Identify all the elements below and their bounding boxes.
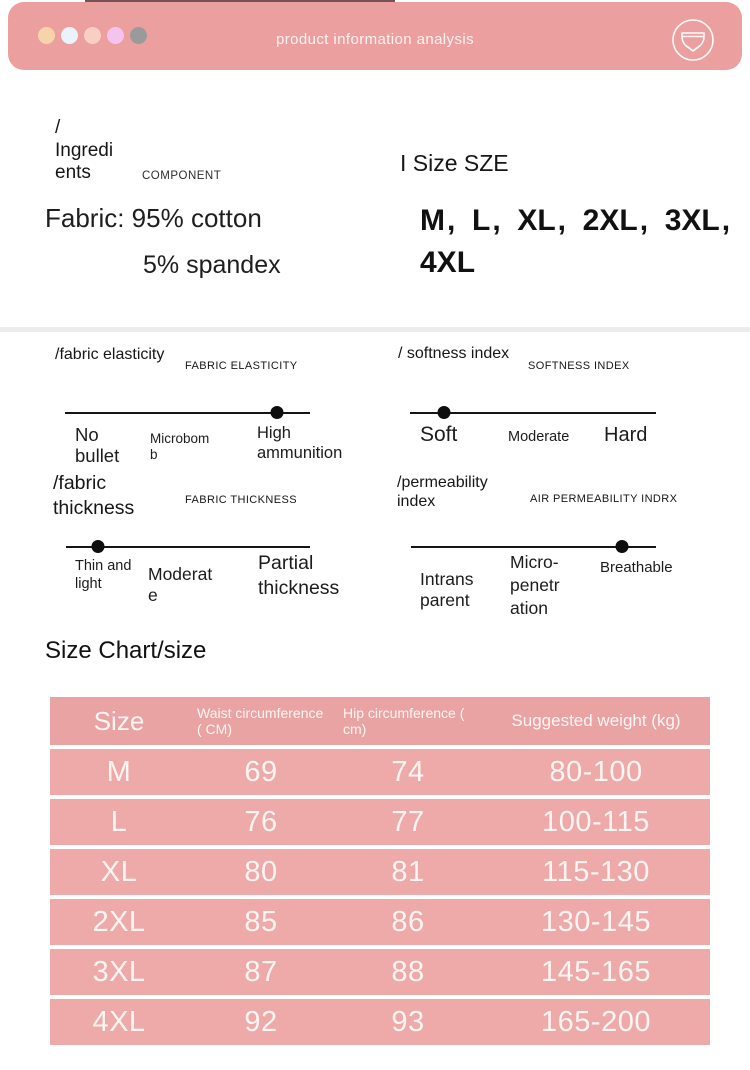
elasticity-label-low: No bullet bbox=[75, 424, 120, 466]
permeability-label-high: Breathable bbox=[600, 559, 673, 576]
cell-hip: 88 bbox=[391, 955, 425, 988]
cell-hip: 74 bbox=[391, 755, 425, 788]
cell-size: 2XL bbox=[92, 905, 146, 938]
section-divider bbox=[0, 327, 750, 332]
permeability-slider bbox=[411, 546, 656, 548]
permeability-label-low: Intransparent bbox=[420, 569, 474, 610]
cell-weight: 145-165 bbox=[541, 955, 651, 988]
cell-hip: 81 bbox=[391, 855, 425, 888]
table-row bbox=[50, 899, 710, 945]
softness-label-low: Soft bbox=[420, 423, 458, 446]
size-chart-title: Size Chart/size bbox=[45, 637, 207, 664]
softness-slider bbox=[410, 412, 656, 414]
cell-weight: 115-130 bbox=[542, 855, 650, 888]
permeability-index-subtitle: AIR PERMEABILITY INDRX bbox=[530, 493, 678, 505]
cell-size: XL bbox=[100, 855, 138, 888]
cell-weight: 165-200 bbox=[541, 1005, 651, 1038]
panties-icon bbox=[670, 17, 716, 63]
cell-waist: 80 bbox=[244, 855, 278, 888]
component-label: COMPONENT bbox=[142, 170, 222, 182]
table-row bbox=[50, 849, 710, 895]
thickness-label-high: Partial thickness bbox=[258, 552, 340, 599]
permeability-index-title: /permeability index bbox=[397, 474, 488, 510]
table-row bbox=[50, 949, 710, 995]
size-section-title: I Size SZE bbox=[400, 150, 509, 176]
cell-hip: 77 bbox=[391, 805, 425, 838]
header-bar bbox=[8, 2, 742, 70]
table-row bbox=[50, 999, 710, 1045]
cell-size: 3XL bbox=[92, 955, 146, 988]
slider-dot bbox=[615, 540, 628, 553]
ingredients-title bbox=[55, 117, 113, 185]
col-header-size: Size bbox=[93, 705, 145, 736]
cell-waist: 85 bbox=[244, 905, 278, 938]
thickness-label-low: Thin and light bbox=[75, 558, 132, 592]
cell-waist: 92 bbox=[244, 1005, 278, 1038]
ingredients-title-line: Ingredi bbox=[55, 139, 114, 161]
elasticity-label-mid: Microbomb bbox=[150, 431, 210, 462]
softness-index-subtitle: SOFTNESS INDEX bbox=[528, 360, 630, 372]
fabric-elasticity-title: /fabric elasticity bbox=[55, 346, 165, 363]
softness-label-mid: Moderate bbox=[508, 429, 570, 445]
size-chart-table bbox=[50, 697, 710, 1045]
cell-hip: 93 bbox=[391, 1005, 425, 1038]
slider-dot bbox=[270, 406, 283, 419]
available-sizes: M, L, XL, 2XL, 3XL,4XL bbox=[420, 204, 731, 279]
softness-label-high: Hard bbox=[604, 424, 648, 446]
cell-waist: 69 bbox=[244, 755, 278, 788]
fabric-composition-line1: Fabric: 95% cotton bbox=[45, 203, 262, 233]
col-header-weight: Suggested weight (kg) bbox=[511, 711, 681, 730]
ingredients-title-line: ents bbox=[55, 162, 91, 183]
softness-index-title: / softness index bbox=[398, 345, 510, 362]
cell-waist: 87 bbox=[244, 955, 278, 988]
ingredients-title-line: / bbox=[55, 117, 61, 138]
table-header-row bbox=[50, 697, 710, 745]
cell-hip: 86 bbox=[391, 905, 425, 938]
cell-weight: 80-100 bbox=[549, 755, 643, 788]
slider-dot bbox=[437, 406, 450, 419]
thickness-label-mid: Moderate bbox=[148, 564, 213, 605]
permeability-label-mid: Micro-penetration bbox=[510, 552, 560, 618]
fabric-elasticity-subtitle: FABRIC ELASTICITY bbox=[185, 360, 298, 372]
cell-size: 4XL bbox=[92, 1005, 146, 1038]
cell-size: M bbox=[106, 755, 132, 788]
fabric-composition-line2: 5% spandex bbox=[143, 251, 281, 279]
elasticity-label-high: High ammunition bbox=[257, 424, 343, 462]
col-header-hip: Hip circumference ( cm) bbox=[343, 704, 465, 737]
cell-weight: 130-145 bbox=[541, 905, 651, 938]
slider-dot bbox=[91, 540, 104, 553]
table-row bbox=[50, 749, 710, 795]
cell-size: L bbox=[110, 805, 128, 838]
thickness-slider bbox=[66, 546, 310, 548]
page-title: product information analysis bbox=[276, 31, 474, 48]
col-header-waist: Waist circumference ( CM) bbox=[197, 704, 324, 737]
fabric-thickness-title: /fabric thickness bbox=[53, 472, 135, 519]
elasticity-slider bbox=[65, 412, 310, 414]
table-row bbox=[50, 799, 710, 845]
cell-weight: 100-115 bbox=[542, 805, 650, 838]
cell-waist: 76 bbox=[244, 805, 278, 838]
fabric-thickness-subtitle: FABRIC THICKNESS bbox=[185, 494, 297, 506]
